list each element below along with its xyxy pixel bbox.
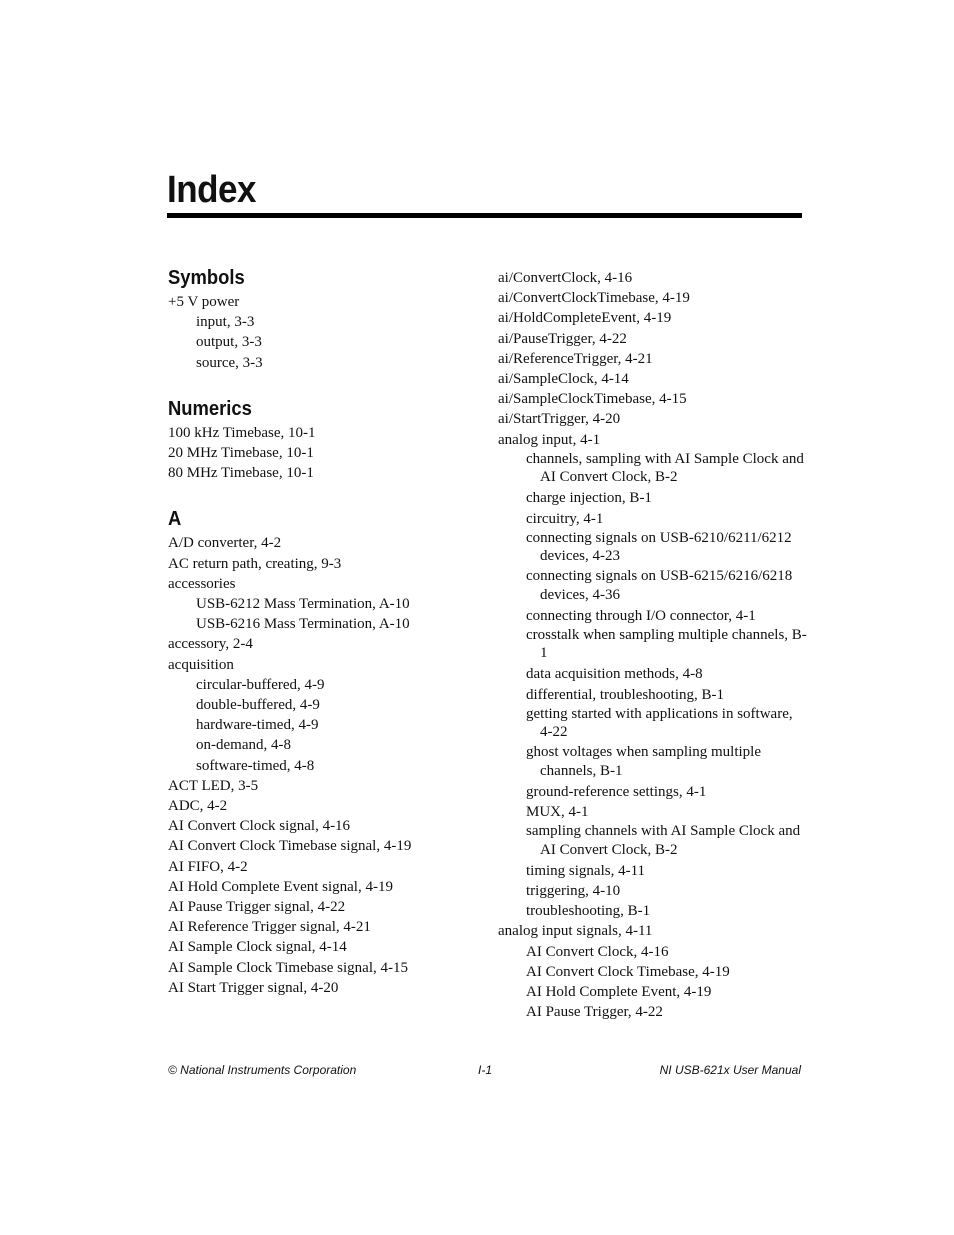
footer-page-number: I-1 [478,1063,493,1077]
index-entry: 20 MHz Timebase, 10-1 [168,445,314,462]
index-subentry: triggering, 4-10 [526,882,621,899]
index-entry: AI Pause Trigger signal, 4-22 [168,899,346,916]
index-entry: AI Convert Clock signal, 4-16 [168,818,351,835]
index-entry: ai/ConvertClock, 4-16 [498,270,633,286]
index-entry: 80 MHz Timebase, 10-1 [168,465,314,482]
section-heading-symbols: Symbols [168,267,245,289]
index-entry: +5 V power [168,294,240,310]
index-entry: accessories [168,575,236,592]
index-subentry: USB-6212 Mass Termination, A-10 [196,596,410,613]
index-entry: AI Sample Clock signal, 4-14 [168,939,347,956]
index-entry: acquisition [168,656,234,673]
index-entry: A/D converter, 4-2 [168,535,282,552]
index-entry: AI Convert Clock Timebase signal, 4-19 [168,838,412,855]
index-subentry: AI Convert Clock, 4-16 [526,943,669,960]
entry-list [498,268,808,1022]
index-subentry: input, 3-3 [196,314,255,331]
index-subentry: charge injection, B-1 [526,490,652,507]
index-entry: accessory, 2-4 [168,636,253,653]
index-subentry: software-timed, 4-8 [196,757,315,774]
index-entry: analog input signals, 4-11 [498,923,653,940]
index-entry: ai/SampleClock, 4-14 [498,371,629,388]
index-subentry: troubleshooting, B-1 [526,903,651,920]
footer-manual-title: NI USB-621x User Manual [659,1063,801,1077]
index-entry: ai/PauseTrigger, 4-22 [498,330,627,347]
index-subentry: AI Convert Clock Timebase, 4-19 [526,963,730,980]
index-subentry: data acquisition methods, 4-8 [526,666,703,683]
index-subentry: on-demand, 4-8 [196,737,291,754]
index-left-column [168,264,468,998]
section-heading-a: A [168,508,182,531]
index-subentry: connecting signals on USB-6210/6211/6212 devices, 4-23 [526,529,792,565]
section-numerics [168,395,468,484]
footer-copyright: © National Instruments Corporation [168,1063,357,1077]
page-title: Index [167,169,257,211]
section-heading-numerics: Numerics [168,397,252,420]
index-entry: AC return path, creating, 9-3 [168,555,342,572]
index-subentry: connecting signals on USB-6215/6216/6218 devices, 4-36 [526,568,793,603]
index-entry: ai/SampleClockTimebase, 4-15 [498,391,687,408]
index-entry: ai/ConvertClockTimebase, 4-19 [498,290,690,307]
index-subentry: crosstalk when sampling multiple channels, B-1 [526,626,807,662]
index-entry: AI Sample Clock Timebase signal, 4-15 [168,959,408,976]
index-entry: AI Start Trigger signal, 4-20 [168,979,339,996]
index-right-column [498,268,808,1022]
index-subentry: timing signals, 4-11 [526,862,646,879]
index-entry: AI FIFO, 4-2 [168,858,248,875]
title-rule [167,213,802,218]
index-subentry: ghost voltages when sampling multiple channels, B-1 [526,744,761,779]
index-subentry: USB-6216 Mass Termination, A-10 [196,616,410,633]
entry-list [168,292,468,373]
index-entry: analog input, 4-1 [498,431,601,448]
index-subentry: output, 3-3 [196,334,262,351]
index-subentry: hardware-timed, 4-9 [196,717,319,734]
index-subentry: ground-reference settings, 4-1 [526,783,707,800]
index-subentry: source, 3-3 [196,354,263,371]
entry-list [168,423,468,484]
index-subentry: getting started with applications in software, 4-22 [526,705,793,741]
index-subentry: AI Hold Complete Event, 4-19 [526,983,712,1000]
index-entry: ADC, 4-2 [168,798,228,815]
index-entry: ACT LED, 3-5 [168,777,259,794]
index-entry: AI Hold Complete Event signal, 4-19 [168,878,393,895]
index-entry: ai/ReferenceTrigger, 4-21 [498,350,653,367]
index-subentry: double-buffered, 4-9 [196,697,320,714]
index-entry: ai/StartTrigger, 4-20 [498,411,621,428]
index-subentry: connecting through I/O connector, 4-1 [526,607,756,624]
entry-list [168,533,468,998]
index-entry: 100 kHz Timebase, 10-1 [168,424,316,441]
index-entry: AI Reference Trigger signal, 4-21 [168,919,371,936]
index-subentry: differential, troubleshooting, B-1 [526,686,725,703]
index-subentry: circular-buffered, 4-9 [196,676,325,693]
section-symbols [168,264,468,373]
index-subentry: circuitry, 4-1 [526,510,604,527]
index-subentry: sampling channels with AI Sample Clock and AI Convert Clock, B-2 [526,823,801,858]
index-subentry: MUX, 4-1 [526,804,589,821]
index-entry: ai/HoldCompleteEvent, 4-19 [498,310,672,327]
index-subentry: AI Pause Trigger, 4-22 [526,1004,663,1021]
section-a [168,505,468,998]
index-subentry: channels, sampling with AI Sample Clock and AI Convert Clock, B-2 [526,450,804,486]
